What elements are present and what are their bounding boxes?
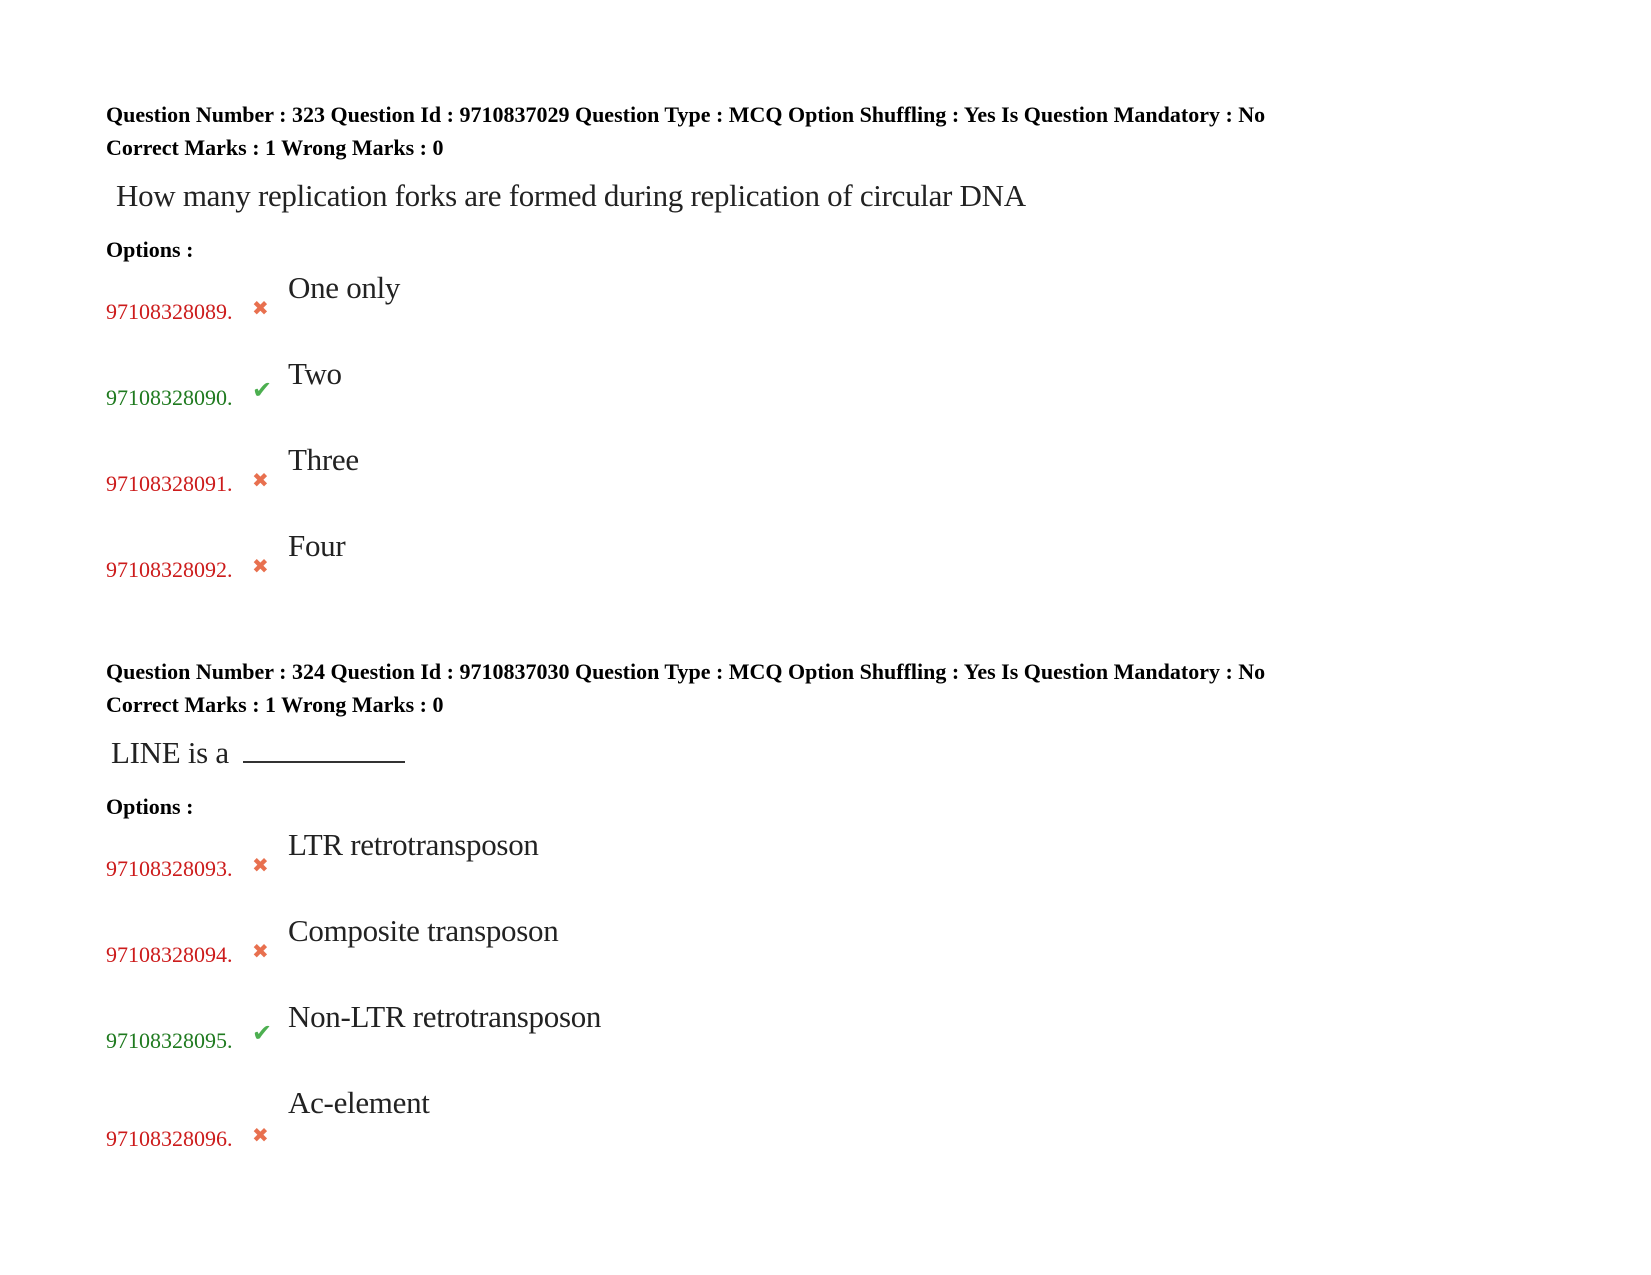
option-text: One only bbox=[288, 270, 401, 305]
options-label: Options : bbox=[106, 237, 194, 262]
option-item bbox=[106, 268, 1586, 354]
question-text: How many replication forks are formed during replication of circular DNA bbox=[116, 178, 1026, 213]
option-id: 97108328089. bbox=[106, 299, 233, 324]
option-text: LTR retrotransposon bbox=[288, 827, 539, 862]
question-block-323 bbox=[106, 98, 1586, 612]
option-item bbox=[106, 440, 1586, 526]
option-id: 97108328090. bbox=[106, 385, 233, 410]
option-item bbox=[106, 1083, 1586, 1183]
question-text-row bbox=[111, 727, 1586, 779]
option-id: 97108328092. bbox=[106, 557, 233, 582]
option-text: Three bbox=[288, 442, 359, 477]
cross-icon: ✖ bbox=[252, 554, 269, 578]
option-item bbox=[106, 825, 1586, 911]
cross-icon: ✖ bbox=[252, 939, 269, 963]
question-meta: Question Number : 324 Question Id : 9710837030 Question Type : MCQ Option Shuffling : Yes Is Question Mandatory : No bbox=[106, 659, 1266, 684]
option-item bbox=[106, 526, 1586, 612]
cross-icon: ✖ bbox=[252, 468, 269, 492]
option-item bbox=[106, 911, 1586, 997]
option-text: Composite transposon bbox=[288, 913, 559, 948]
question-text: LINE is a bbox=[111, 735, 229, 770]
cross-icon: ✖ bbox=[252, 296, 269, 320]
question-meta: Question Number : 323 Question Id : 9710837029 Question Type : MCQ Option Shuffling : Yes Is Question Mandatory : No bbox=[106, 102, 1266, 127]
cross-icon: ✖ bbox=[252, 1123, 269, 1147]
option-text: Two bbox=[288, 356, 342, 391]
option-id: 97108328095. bbox=[106, 1028, 233, 1053]
option-id: 97108328093. bbox=[106, 856, 233, 881]
check-icon: ✔ bbox=[252, 376, 273, 404]
option-id: 97108328096. bbox=[106, 1126, 233, 1151]
option-item bbox=[106, 997, 1586, 1083]
option-text: Ac-element bbox=[288, 1085, 430, 1120]
question-block-324 bbox=[106, 655, 1586, 1183]
question-marks: Correct Marks : 1 Wrong Marks : 0 bbox=[106, 692, 444, 717]
question-marks: Correct Marks : 1 Wrong Marks : 0 bbox=[106, 135, 444, 160]
cross-icon: ✖ bbox=[252, 853, 269, 877]
option-text: Four bbox=[288, 528, 346, 563]
option-id: 97108328091. bbox=[106, 471, 233, 496]
option-item bbox=[106, 354, 1586, 440]
option-id: 97108328094. bbox=[106, 942, 233, 967]
options-label: Options : bbox=[106, 794, 194, 819]
check-icon: ✔ bbox=[252, 1019, 273, 1047]
option-text: Non-LTR retrotransposon bbox=[288, 999, 602, 1034]
fill-in-blank bbox=[243, 731, 405, 763]
